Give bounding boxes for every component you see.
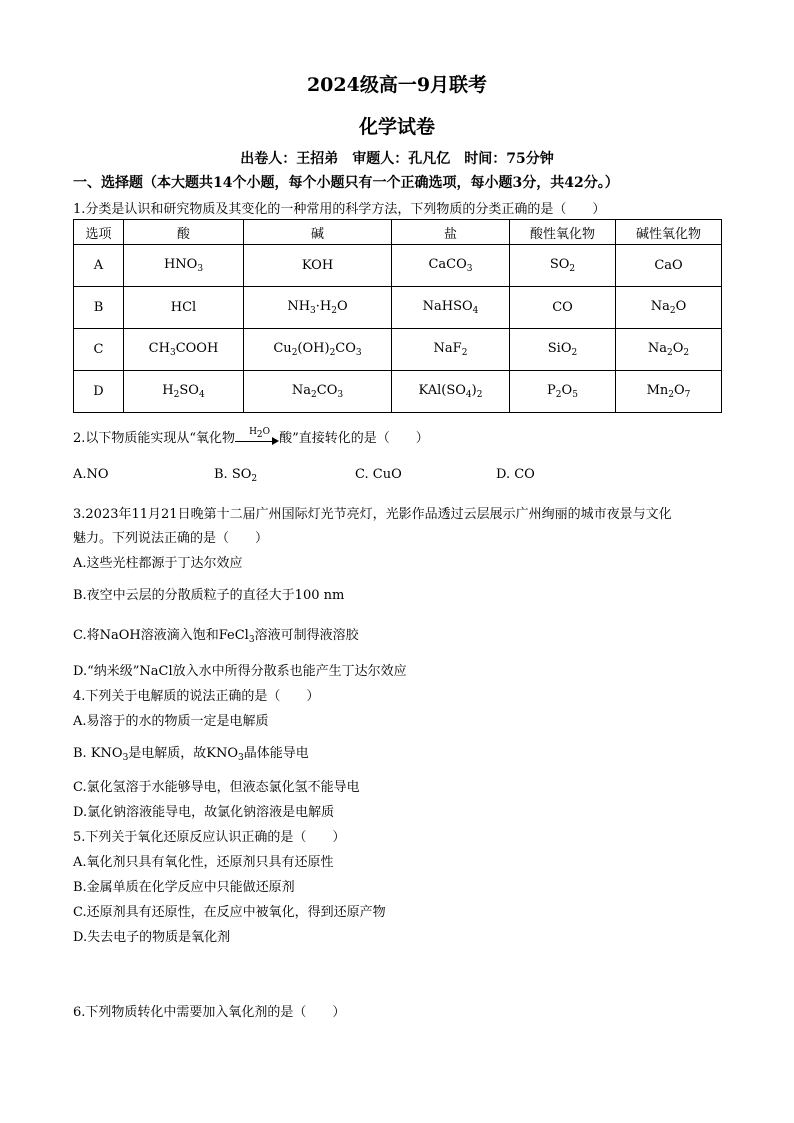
arrow-label: H2O (249, 426, 271, 440)
q2-option-b: B. $SO_2$ (214, 467, 258, 484)
q3-option-d: D.“纳米级”NaCl放入水中所得分散系也能产生丁达尔效应 (73, 664, 407, 679)
q2-option-a: A.NO (73, 467, 109, 482)
q4-option-b: B. $KNO_3$是电解质，故$KNO_3$晶体能导电 (73, 746, 309, 763)
header-cell: 碱 (244, 220, 392, 245)
q5-option-c: C.还原剂具有还原性，在反应中被氧化，得到还原产物 (73, 905, 386, 920)
header-cell: 酸 (124, 220, 244, 245)
q4-option-a: A.易溶于的水的物质一定是电解质 (73, 714, 269, 729)
table-header-row (74, 220, 722, 245)
q5-option-b: B.金属单质在化学反应中只能做还原剂 (73, 880, 295, 895)
q2-option-c: C. CuO (355, 467, 402, 482)
q3-stem-line2: 魅力。下列说法正确的是（ ） (73, 531, 269, 546)
basic-oxide-cell: CaO (616, 245, 722, 287)
section-heading: 一、选择题（本大题共14个小题，每个小题只有一个正确选项，每小题3分，共42分。） (73, 175, 619, 191)
option-cell: C (74, 329, 124, 371)
table-row (74, 245, 722, 287)
q2-stem (73, 427, 429, 446)
q3-option-a: A.这些光柱都源于丁达尔效应 (73, 556, 243, 571)
q3-stem-line1: 3.2023年11月21日晚第十二届广州国际灯光节亮灯，光影作品透过云层展示广州绚丽的城市夜景与文化 (73, 507, 672, 522)
q1-stem: 1.分类是认识和研究物质及其变化的一种常用的科学方法，下列物质的分类正确的是（ ） (73, 202, 606, 217)
option-cell: B (74, 287, 124, 329)
header-cell: 盐 (392, 220, 510, 245)
option-cell: D (74, 371, 124, 413)
acid-cell: $H_2SO_4$ (124, 371, 244, 413)
q3-option-b: B.夜空中云层的分散质粒子的直径大于100 nm (73, 588, 345, 603)
acid-cell: $CH_3COOH$ (124, 329, 244, 371)
acid-cell: $HNO_3$ (124, 245, 244, 287)
acidic-oxide-cell: CO (510, 287, 616, 329)
q4-option-d: D.氯化钠溶液能导电，故氯化钠溶液是电解质 (73, 805, 335, 820)
basic-oxide-cell: $Mn_2O_7$ (616, 371, 722, 413)
q4-option-c: C.氯化氢溶于水能够导电，但液态氯化氢不能导电 (73, 780, 360, 795)
base-cell: KOH (244, 245, 392, 287)
q5-stem: 5.下列关于氧化还原反应认识正确的是（ ） (73, 830, 346, 845)
header-cell: 酸性氧化物 (510, 220, 616, 245)
q5-option-d: D.失去电子的物质是氧化剂 (73, 930, 231, 945)
q6-stem: 6.下列物质转化中需要加入氧化剂的是（ ） (73, 1005, 346, 1020)
reaction-arrow-icon (235, 426, 279, 446)
option-cell: A (74, 245, 124, 287)
classification-table (73, 219, 722, 413)
q2-stem-after: 酸”直接转化的是（ ） (279, 431, 429, 446)
acid-cell: HCl (124, 287, 244, 329)
header-cell: 碱性氧化物 (616, 220, 722, 245)
q2-option-d: D. CO (496, 467, 535, 482)
acidic-oxide-cell: $P_2O_5$ (510, 371, 616, 413)
acidic-oxide-cell: $SO_2$ (510, 245, 616, 287)
q3-option-c: C.将NaOH溶液滴入饱和FeCl$_3$溶液可制得液溶胶 (73, 628, 359, 645)
header-cell: 选项 (74, 220, 124, 245)
basic-oxide-cell: $Na_2O$ (616, 287, 722, 329)
base-cell: $NH_3\cdot H_2O$ (244, 287, 392, 329)
salt-cell: NaHSO$_4$ (392, 287, 510, 329)
base-cell: $Na_2CO_3$ (244, 371, 392, 413)
q4-stem: 4.下列关于电解质的说法正确的是（ ） (73, 689, 320, 704)
table-row (74, 287, 722, 329)
salt-cell: NaF$_2$ (392, 329, 510, 371)
exam-title: 2024级高一9月联考 (306, 74, 488, 96)
q5-option-a: A.氧化剂只具有氧化性，还原剂只具有还原性 (73, 855, 334, 870)
q2-stem-before: 2.以下物质能实现从“氧化物 (73, 431, 236, 446)
acidic-oxide-cell: SiO$_2$ (510, 329, 616, 371)
salt-cell: CaCO$_3$ (392, 245, 510, 287)
table-row (74, 371, 722, 413)
table-row (74, 329, 722, 371)
exam-subject: 化学试卷 (358, 116, 435, 138)
base-cell: $Cu_2(OH)_2CO_3$ (244, 329, 392, 371)
exam-authors: 出卷人：王招弟 审题人：孔凡亿 时间：75分钟 (240, 151, 554, 167)
basic-oxide-cell: $Na_2O_2$ (616, 329, 722, 371)
salt-cell: $KAl(SO_4)_2$ (392, 371, 510, 413)
